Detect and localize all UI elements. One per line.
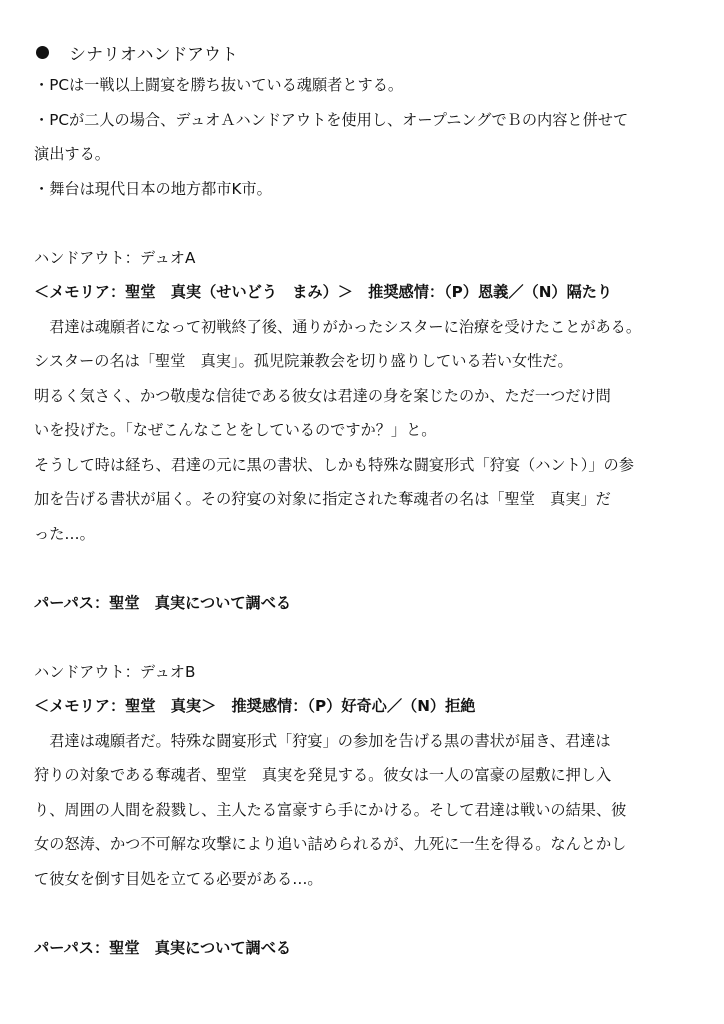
handout-a-text-line: 加を告げる書状が届く。その狩宴の対象に指定された奪魂者の名は「聖堂 真実」だ <box>34 490 611 508</box>
handout-a-text-line: そうして時は経ち、君達の元に黒の書状、しかも特殊な闘宴形式「狩宴（ハント）」の参 <box>34 455 634 474</box>
spacer <box>34 206 704 241</box>
overview-line: ・PCが二人の場合、デュオＡハンドアウトを使用し、オープニングでＢの内容と併せて <box>34 110 629 129</box>
handout-b-text-line: 君達は魂願者だ。特殊な闘宴形式「狩宴」の参加を告げる黒の書状が届き、君達は <box>34 731 611 750</box>
handout-a <box>34 241 704 621</box>
overview-line: ・舞台は現代日本の地方都市K市。 <box>34 179 272 198</box>
spacer <box>34 551 704 586</box>
overview-list <box>34 68 704 206</box>
handout-b-text-line: て彼女を倒す目処を立てる必要がある…。 <box>34 869 323 888</box>
handout-a-text-line: 明るく気さく、かつ敬虔な信徒である彼女は君達の身を案じたのか、ただ一つだけ問 <box>34 386 611 405</box>
handout-b-purpose: パーパス：聖堂 真実について調べる <box>34 938 292 957</box>
handout-b-text-line: り、周囲の人間を殺戮し、主人たる富豪すら手にかける。そして君達は戦いの結果、彼 <box>34 800 627 819</box>
handout-b-text-line: 女の怒涛、かつ不可解な攻撃により追い詰められるが、九死に一生を得る。なんとかし <box>34 835 627 853</box>
handout-a-text-line: いを投げた。「なぜこんなことをしているのですか？」と。 <box>34 421 437 439</box>
handout-a-memoria: ＜メモリア：聖堂 真実（せいどう まみ）＞ 推奨感情：（P）恩義／（N）隔たり <box>34 283 613 301</box>
bullet-icon <box>36 46 49 59</box>
handout-a-purpose: パーパス：聖堂 真実について調べる <box>34 593 292 612</box>
handout-a-text-line: シスターの名は「聖堂 真実」。孤児院兼教会を切り盛りしている若い女性だ。 <box>34 352 573 370</box>
handout-a-text-line: った…。 <box>34 524 95 543</box>
handout-b-text-line: 狩りの対象である奪魂者、聖堂 真実を発見する。彼女は一人の富豪の屋敷に押し入 <box>34 766 612 784</box>
document-page <box>34 36 704 965</box>
handout-a-text-line: 君達は魂願者になって初戦終了後、通りがかったシスターに治療を受けたことがある。 <box>34 317 642 336</box>
spacer <box>34 620 704 655</box>
overview-line: 演出する。 <box>34 145 110 163</box>
overview-line: ・PCは一戦以上闘宴を勝ち抜いている魂願者とする。 <box>34 76 404 94</box>
handout-a-header: ハンドアウト：デュオA <box>34 248 196 267</box>
spacer <box>34 896 704 931</box>
handout-b-header: ハンドアウト：デュオB <box>34 662 196 681</box>
handout-b <box>34 655 704 966</box>
handout-b-memoria: ＜メモリア：聖堂 真実＞ 推奨感情：（P）好奇心／（N）拒絶 <box>34 697 476 715</box>
section-heading <box>34 36 704 68</box>
section-title: シナリオハンドアウト <box>69 44 238 65</box>
